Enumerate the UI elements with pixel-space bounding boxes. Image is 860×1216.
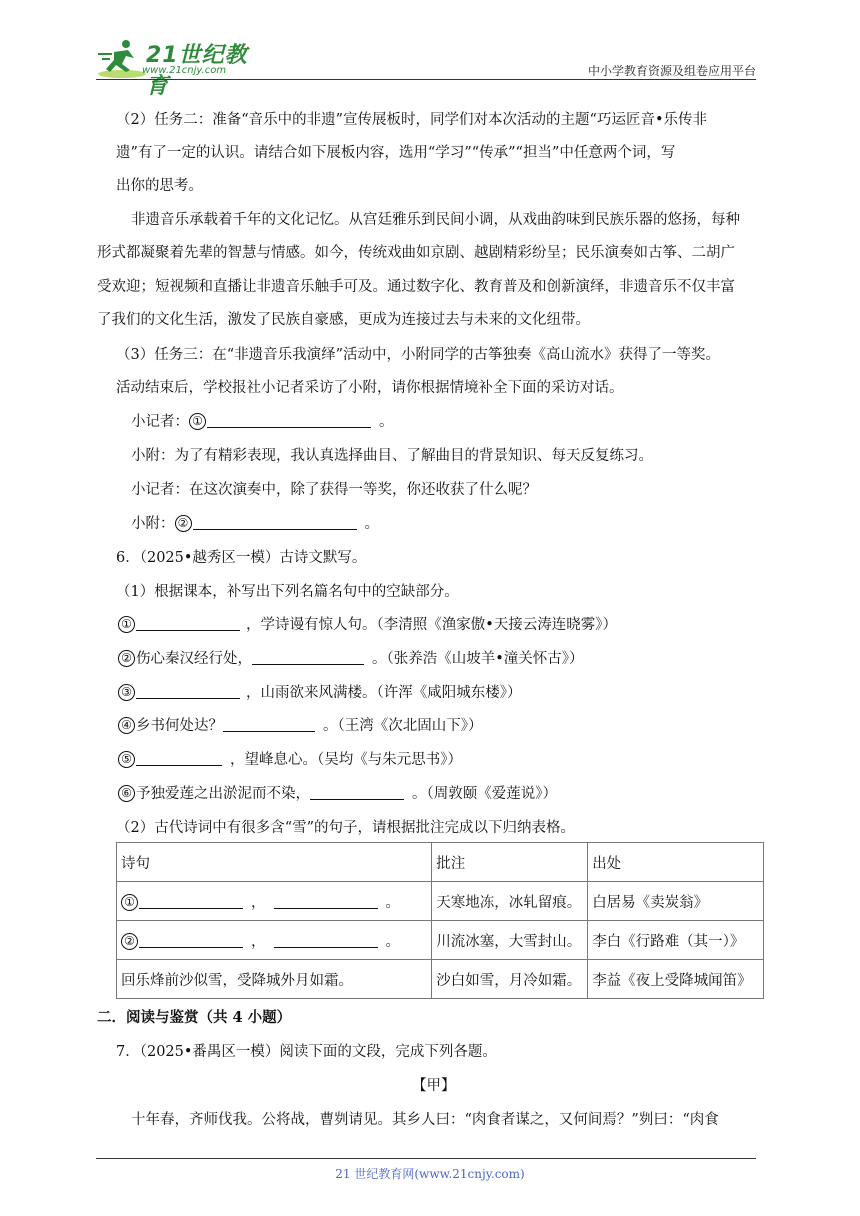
q6-sub1: （1）根据课本，补写出下列名篇名句中的空缺部分。 [116,584,459,600]
table-row [117,921,764,960]
answer-blank[interactable] [136,616,240,631]
answer-blank[interactable] [274,894,378,909]
table-header-row [117,843,764,882]
section-heading: 二．阅读与鉴赏（共 4 小题） [97,1009,292,1026]
runner-logo-icon [96,38,148,80]
table-row [117,960,764,999]
answer-blank[interactable] [310,785,404,800]
passage-line3: 受欢迎；短视频和直播让非遗音乐触手可及。通过数字化、教育普及和创新演绎，非遗音乐不仅丰富 [97,279,735,295]
table-header-cell: 诗句 [117,843,432,882]
q5-2-line3: 出你的思考。 [116,178,203,194]
speaker-label: 小记者： [131,414,189,430]
table-cell-source: 李白《行路难（其一）》 [588,921,764,960]
logo-title: 21世纪教育 [146,43,248,99]
table-cell-poem: ② ， 。 [117,921,432,960]
dialogue-reporter-2: 小记者：在这次演奏中，除了获得一等奖，你还收获了什么呢？ [131,482,537,498]
answer-blank[interactable] [274,933,378,948]
q6-item-5: ⑤ ，望峰息心。（吴均《与朱元思书》） [118,748,462,769]
footer-link[interactable]: 21 世纪教育网(www.21cnjy.com) [335,1167,525,1181]
q6-item-3: ③ ，山雨欲来风满楼。（许浑《咸阳城东楼》） [118,681,522,702]
q5-2-line2: 遗”有了一定的认识。请结合如下展板内容，选用“学习”“传承”“担当”中任意两个词，写 [116,145,676,161]
answer-blank[interactable] [139,933,243,948]
passage-line4: 了我们的文化生活，激发了民族自豪感，更成为连接过去与未来的文化纽带。 [97,312,590,328]
passage-line1: 非遗音乐承载着千年的文化记忆。从宫廷雅乐到民间小调，从戏曲韵味到民族乐器的悠扬，每种 [131,212,740,228]
passage-line2: 形式都凝聚着先辈的智慧与情感。如今，传统戏曲如京剧、越剧精彩纷呈；民乐演奏如古筝、二胡广 [97,245,735,261]
speaker-label: 小附： [131,516,175,532]
footer-divider [96,1158,756,1159]
table-cell-poem: 回乐烽前沙似雪，受降城外月如霜。 [117,960,432,999]
table-cell-note: 川流冰塞，大雪封山。 [432,921,588,960]
table-cell-source: 白居易《卖炭翁》 [588,882,764,921]
q6-title: 6．（2025•越秀区一模）古诗文默写。 [116,550,367,566]
logo-url: www.21cnjy.com [142,65,227,76]
table-cell-note: 沙白如雪，月冷如霜。 [432,960,588,999]
q7-jia: 【甲】 [412,1078,456,1094]
q5-3-line2: 活动结束后，学校报社小记者采访了小附，请你根据情境补全下面的采访对话。 [116,380,624,396]
q5-3-line1: （3）任务三：在“非遗音乐我演绎”活动中，小附同学的古筝独奏《高山流水》获得了一等奖。 [116,347,721,363]
q6-item-6: ⑥ 予独爱莲之出淤泥而不染， 。（周敦颐《爱莲说》） [118,782,557,803]
q6-item-4: ④ 乡书何处达？ 。（王湾《次北固山下》） [118,714,483,735]
q6-item-2: ② 伤心秦汉经行处， 。（张养浩《山坡羊•潼关怀古》） [118,647,584,668]
answer-blank[interactable] [136,751,222,766]
table-row [117,882,764,921]
answer-blank[interactable] [193,515,357,530]
answer-blank[interactable] [139,894,243,909]
q6-item-1: ① ，学诗谩有惊人句。（李清照《渔家傲•天接云涛连晓雾》） [118,613,617,634]
table-header-cell: 出处 [588,843,764,882]
table-header-cell: 批注 [432,843,588,882]
q7-title: 7．（2025•番禺区一模）阅读下面的文段，完成下列各题。 [116,1044,497,1060]
snow-poem-table [116,842,764,999]
dialogue-xiaofu-2: 小附： ② 。 [131,516,379,532]
answer-blank[interactable] [252,650,364,665]
site-logo [96,38,266,99]
dialogue-xiaofu-1: 小附：为了有精彩表现，我认真选择曲目、了解曲目的背景知识、每天反复练习。 [131,448,653,464]
table-cell-source: 李益《夜上受降城闻笛》 [588,960,764,999]
table-cell-note: 天寒地冻，冰轧留痕。 [432,882,588,921]
table-cell-poem: ① ， 。 [117,882,432,921]
platform-name: 中小学教育资源及组卷应用平台 [587,64,756,78]
answer-blank[interactable] [136,684,240,699]
header-divider [96,79,756,80]
answer-blank[interactable] [207,413,371,428]
circled-number: ② [175,515,192,532]
circled-number: ① [189,413,206,430]
q5-2-line1: （2）任务二：准备“音乐中的非遗”宣传展板时，同学们对本次活动的主题“巧运匠音•乐传非 [116,112,708,128]
q7-text: 十年春，齐师伐我。公将战，曹刿请见。其乡人曰：“肉食者谋之，又何间焉？”刿曰：“肉食 [131,1112,719,1128]
dialogue-reporter-1: 小记者： ① 。 [131,414,394,430]
answer-blank[interactable] [223,717,315,732]
q6-sub2: （2）古代诗词中有很多含“雪”的句子，请根据批注完成以下归纳表格。 [116,820,576,836]
